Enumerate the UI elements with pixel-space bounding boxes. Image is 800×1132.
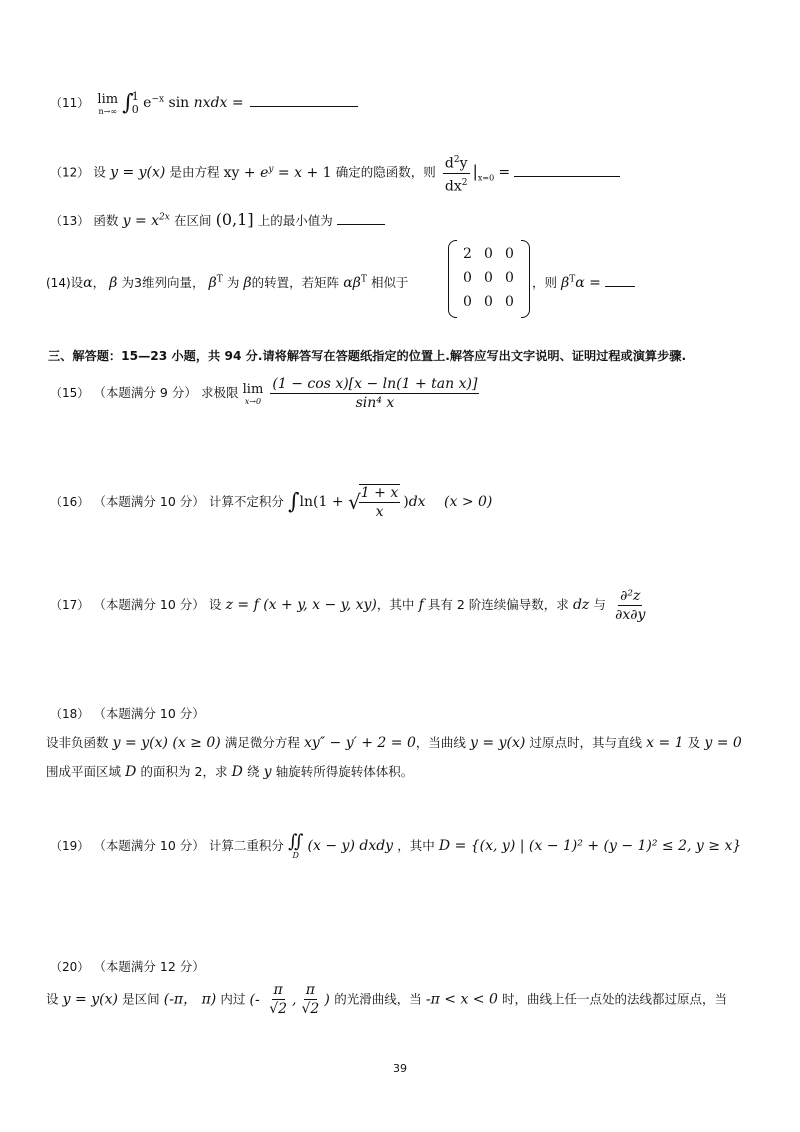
text: 相似于 (371, 275, 409, 290)
matrix-left-bracket (448, 240, 457, 318)
matrix (448, 240, 530, 318)
question-number: （20） (50, 960, 90, 974)
fraction-denominator: √2 (301, 1001, 320, 1017)
sqrt-fraction (359, 484, 400, 520)
question-number: （18） (50, 707, 90, 721)
section-heading: 三、解答题：15—23 小题，共 94 分.请将解答写在答题纸指定的位置上.解答应写出文字说明、证明过程或演算步骤. (48, 349, 687, 363)
question-18-header (50, 704, 205, 722)
text: 函数 (93, 213, 119, 228)
fraction-denominator: x (375, 504, 384, 520)
text: 求极限 (200, 385, 239, 400)
points-label: （本题满分 10 分） (93, 838, 205, 853)
question-13 (50, 210, 385, 229)
text: 具有 2 阶连续偏导数，求 (427, 597, 569, 612)
math-expression: y = 0 (704, 735, 742, 751)
question-17 (50, 588, 650, 623)
text: 设 (46, 991, 59, 1007)
question-18-line2 (46, 762, 413, 780)
double-integral (288, 833, 303, 860)
limit-operator (243, 382, 264, 406)
text: ， (92, 275, 106, 290)
answer-blank (250, 94, 358, 107)
points-label: （本题满分 10 分） (93, 597, 205, 612)
matrix-cell: 0 (505, 246, 514, 262)
text: 确定的隐函数，则 (335, 164, 436, 180)
question-number: （15） (50, 386, 90, 400)
limit-subscript: x→0 (244, 396, 262, 406)
text: 满足微分方程 (224, 735, 300, 750)
interval: (0,1] (215, 210, 254, 229)
question-14-tail (532, 273, 635, 291)
limit-subscript: n→∞ (98, 106, 118, 116)
text: 围成平面区域 (46, 764, 122, 779)
text: 是由方程 (169, 164, 220, 180)
question-20-header (50, 957, 205, 975)
question-20-line1 (46, 982, 727, 1017)
fraction-numerator: 1 + x (360, 485, 399, 501)
region-definition: D = {(x, y) | (x − 1)² + (y − 1)² ≤ 2, y ≥ x} (438, 838, 742, 854)
integrand: (x − y) dxdy (307, 838, 394, 854)
answer-blank (605, 274, 635, 287)
text: 的光滑曲线，当 (334, 991, 422, 1007)
fraction-denominator: sin⁴ x (355, 395, 395, 411)
axis-symbol: y (263, 764, 272, 780)
text: 的面积为 2，求 (140, 764, 228, 779)
text: 计算二重积分 (208, 838, 284, 853)
second-derivative: $\frac{d^2y}{dx^2}$ (443, 152, 470, 194)
math-expression: x = 1 (646, 735, 684, 751)
dz-symbol: dz (572, 597, 590, 613)
text: 时，曲线上任一点处的法线都过原点，当 (502, 991, 728, 1007)
text: 设 (93, 164, 106, 180)
matrix-cell: 0 (505, 294, 514, 310)
matrix-cell: 2 (463, 246, 472, 262)
function-expression: z = f (x + y, x − y, xy) (225, 597, 377, 613)
alpha-beta-transpose: $\alpha\beta^T$ (343, 274, 367, 291)
condition: (x > 0) (444, 494, 493, 510)
question-12: （12） 设 y = y(x) 是由方程 xy + $e^y = x + 1$ 确定的隐函数，则 $\frac{d^2y}{dx^2}$ $|_{x=0}$ = (50, 152, 620, 194)
limit-fraction (270, 376, 479, 411)
text: 内过 (220, 991, 246, 1007)
points-label: （本题满分 9 分） (93, 385, 197, 400)
text: ，其中 (397, 838, 435, 853)
region-symbol: D (125, 764, 137, 780)
question-11 (50, 90, 358, 116)
math-expression: y = y(x) (110, 164, 166, 181)
lim-text: lim (242, 381, 264, 397)
matrix-cell: 0 (484, 246, 493, 262)
text: ，其中 (376, 597, 415, 612)
matrix-cell: 0 (484, 294, 493, 310)
f-symbol: f (418, 597, 424, 613)
question-16 (50, 484, 492, 520)
text: 上的最小值为 (257, 213, 333, 228)
matrix-right-bracket (521, 240, 530, 318)
equals-sign: = (498, 164, 511, 181)
fraction-numerator: π (305, 982, 315, 998)
question-14 (46, 273, 409, 291)
text: 为3维列向量， (121, 275, 205, 290)
text: 绕 (246, 764, 260, 779)
evaluation-point: x=0 (477, 173, 495, 183)
points-label: （本题满分 10 分） (93, 706, 205, 721)
question-number: （19） (50, 839, 90, 853)
text: ，则 (532, 275, 558, 290)
text: 设 (208, 597, 222, 612)
beta-symbol: β (109, 275, 118, 291)
point (249, 982, 335, 1017)
point-close: ) (324, 991, 330, 1008)
beta-transpose: $\beta^T$ (208, 274, 223, 291)
question-18-line1 (46, 733, 742, 751)
math-expression: y = y(x) (62, 991, 118, 1008)
matrix-entries (457, 242, 520, 314)
math-expression: y = y(x) (x ≥ 0) (112, 735, 221, 751)
answer-blank (337, 212, 385, 225)
question-15 (50, 376, 482, 411)
answer-blank (514, 164, 620, 177)
text: 轴旋转所得旋转体体积。 (275, 764, 414, 779)
fraction-numerator: π (273, 982, 283, 998)
question-number: （13） (50, 214, 90, 228)
equation: xy + $e^y = x + 1$ (223, 164, 332, 181)
alpha-symbol: α (83, 275, 93, 291)
points-label: （本题满分 10 分） (93, 494, 205, 509)
matrix-cell: 0 (463, 270, 472, 286)
page-number: 39 (393, 1062, 407, 1075)
question-number: （16） (50, 495, 90, 509)
point-comma: , (292, 991, 297, 1008)
differential-equation: xy″ − y′ + 2 = 0 (304, 735, 416, 751)
integral-expression: ∫ 1 0 $e^{-x}$ sin nxdx = (122, 90, 249, 116)
matrix-cell: 0 (505, 270, 514, 286)
beta-symbol: β (243, 275, 252, 291)
text: 在区间 (173, 213, 212, 228)
matrix-cell: 0 (463, 294, 472, 310)
question-number: （17） (50, 598, 90, 612)
condition: -π < x < 0 (425, 991, 498, 1008)
math-expression: $y = x^{2x}$ (122, 212, 170, 229)
partial-derivative (613, 588, 647, 623)
text: 为 (226, 275, 240, 290)
integral-expression: ∫ln(1 + √ $\frac{1 + x}{x}$ )dx (288, 485, 426, 520)
fraction-numerator: (1 − cos x)[x − ln(1 + tan x)] (272, 376, 478, 392)
interval: (-π， π) (163, 991, 217, 1008)
limit-operator: lim n→∞ (97, 91, 119, 116)
points-label: （本题满分 12 分） (93, 959, 205, 974)
math-expression: y = y(x) (470, 735, 526, 751)
point-open: (- (249, 991, 260, 1008)
text: 是区间 (122, 991, 160, 1007)
integral-region: D (292, 851, 299, 860)
question-19 (50, 833, 741, 860)
question-number: （12） (50, 165, 90, 180)
region-symbol: D (231, 764, 243, 780)
fraction-denominator: √2 (269, 1001, 288, 1017)
matrix-cell: 0 (484, 270, 493, 286)
fraction-denominator: ∂x∂y (615, 607, 646, 623)
text: 计算不定积分 (208, 494, 284, 509)
text: 设非负函数 (46, 735, 109, 750)
text: 过原点时，其与直线 (529, 735, 642, 750)
integral-sign: ∬ (288, 831, 304, 852)
question-number: （11） (50, 96, 90, 110)
text: 的转置，若矩阵 (251, 275, 340, 290)
text: 与 (593, 597, 606, 612)
text: 及 (687, 735, 701, 750)
fraction-numerator: ∂²z (620, 588, 641, 604)
text: 设 (70, 275, 84, 290)
question-number: (14) (46, 276, 71, 290)
text: ，当曲线 (415, 735, 466, 750)
beta-t-alpha: $\beta^T\alpha$ = (561, 274, 601, 291)
